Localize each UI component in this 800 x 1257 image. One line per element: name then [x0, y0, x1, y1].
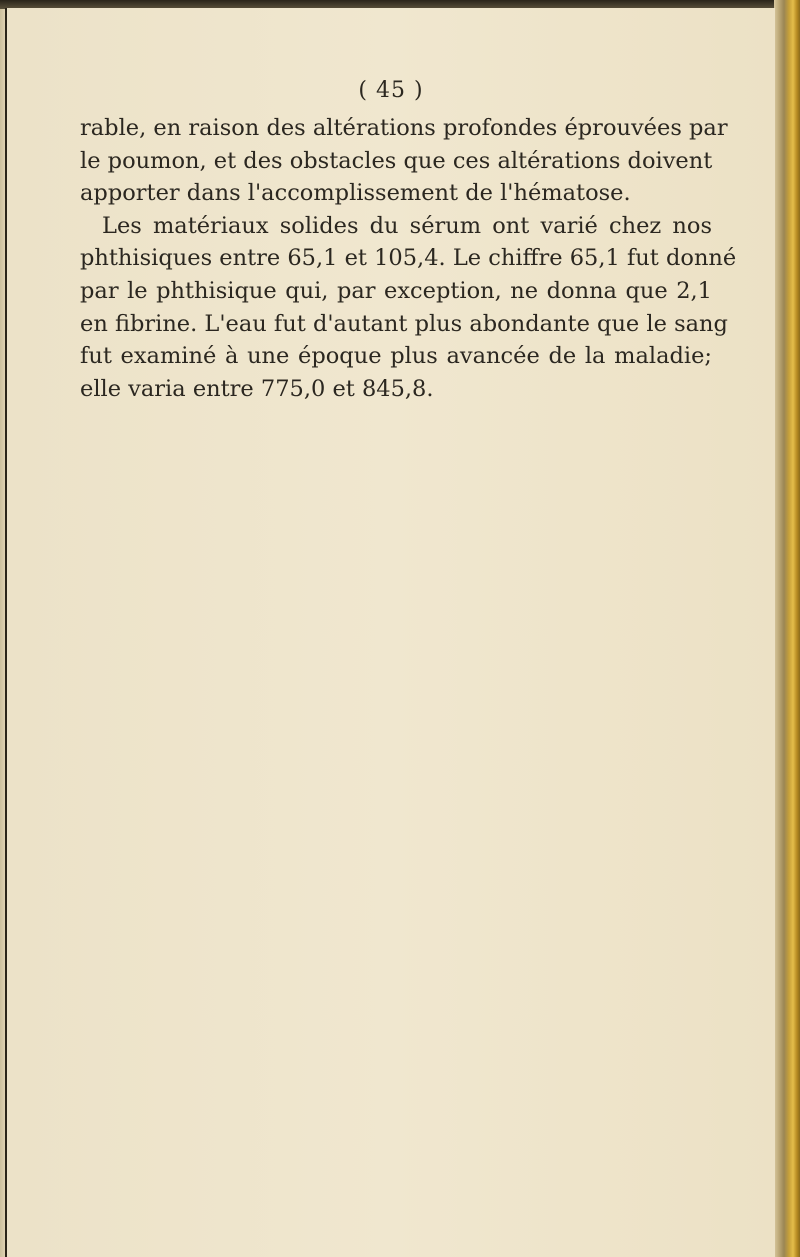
text-line: apporter dans l'accomplissement de l'hématose. [80, 180, 631, 207]
page-number: ( 45 ) [358, 78, 424, 103]
text-line: en fibrine. L'eau fut d'autant plus abondante que le sang [80, 310, 728, 337]
text-line: elle varia entre 775,0 et 845,8. [80, 375, 434, 402]
book-page [5, 8, 775, 1257]
paragraph-start-line: Les matériaux solides du sérum ont varié chez nos [102, 212, 712, 239]
text-line: rable, en raison des altérations profondes éprouvées par [80, 115, 728, 141]
text-line: par le phthisique qui, par exception, ne donna que 2,1 [80, 277, 712, 304]
body-text [80, 112, 737, 405]
text-line: fut examiné à une époque plus avancée de la maladie; [80, 343, 712, 370]
book-spine-edge [774, 0, 800, 1257]
text-line: phthisiques entre 65,1 et 105,4. Le chiffre 65,1 fut donné [80, 245, 737, 272]
text-line: le poumon, et des obstacles que ces altérations doivent [80, 147, 713, 174]
